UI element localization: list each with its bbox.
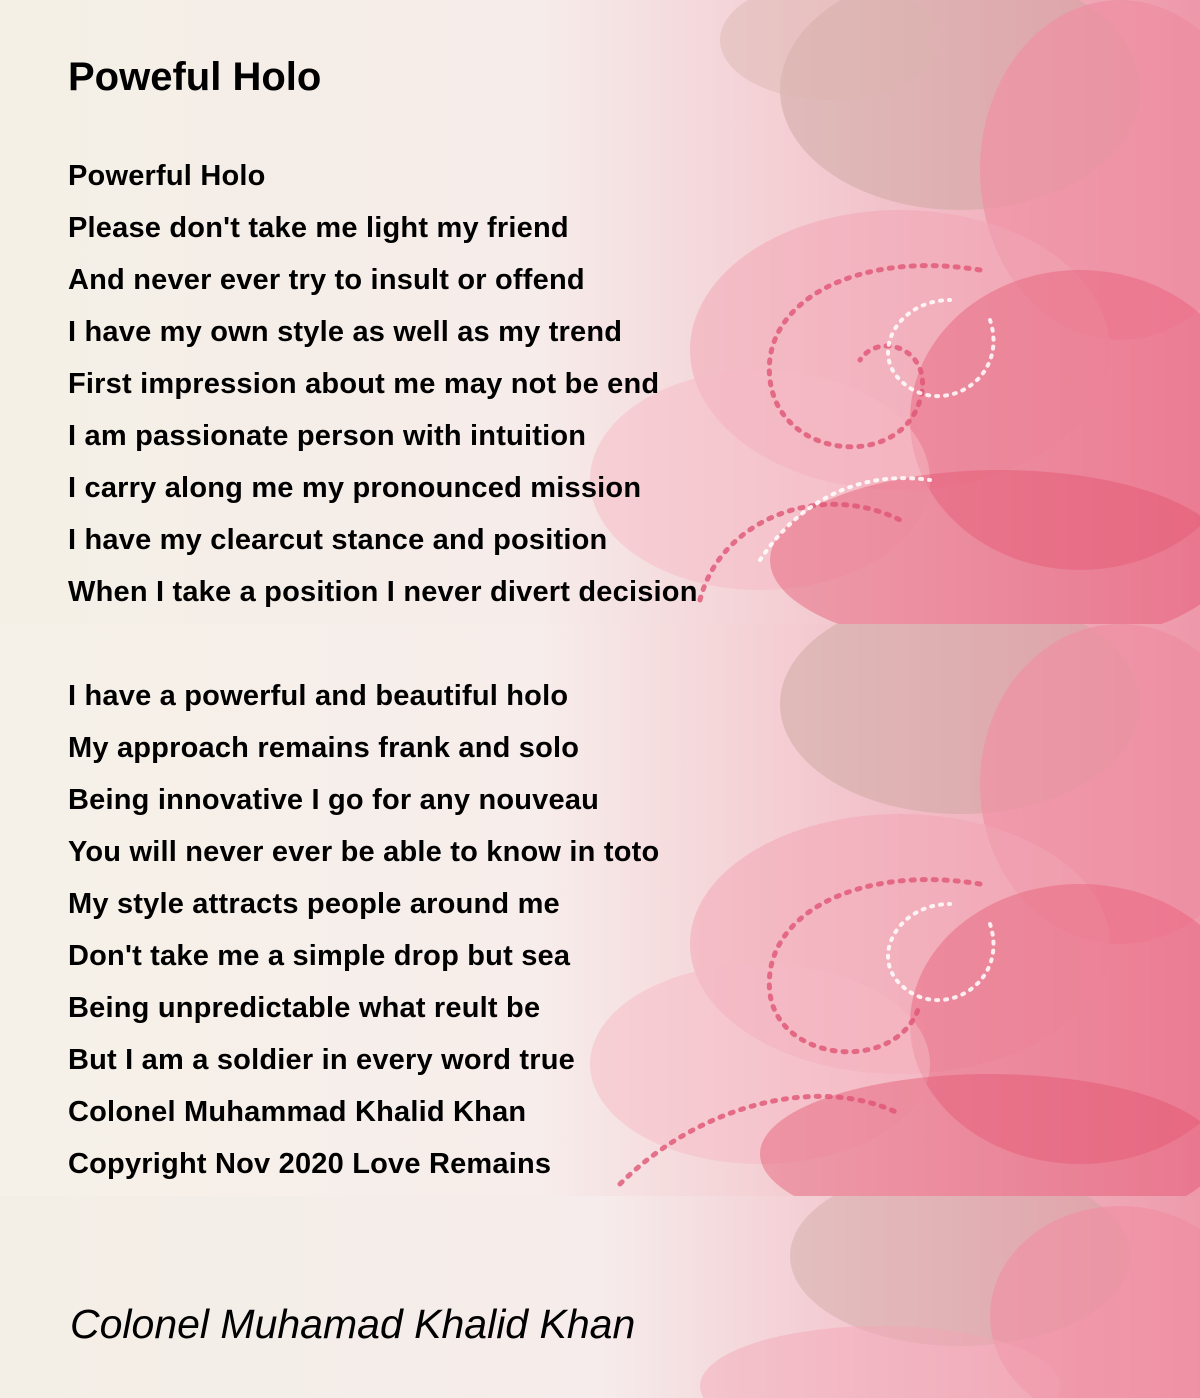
poem-line: Powerful Holo	[68, 160, 266, 192]
poem-line: I carry along me my pronounced mission	[68, 472, 642, 504]
poem-line: Don't take me a simple drop but sea	[68, 940, 571, 972]
poem-line: Being innovative I go for any nouveau	[68, 784, 600, 816]
poem-line: You will never ever be able to know in toto	[68, 836, 660, 868]
poem-line: I have a powerful and beautiful holo	[68, 680, 569, 712]
poem-line: I have my clearcut stance and position	[68, 524, 608, 556]
poem-line: I have my own style as well as my trend	[68, 316, 623, 348]
poem-line: Copyright Nov 2020 Love Remains	[68, 1148, 552, 1180]
floral-background-bottom	[0, 1196, 1200, 1398]
poem-line: First impression about me may not be end	[68, 368, 660, 400]
poem-line: When I take a position I never divert decision	[68, 576, 698, 608]
stanza-1	[68, 150, 698, 618]
author-signature: Colonel Muhamad Khalid Khan	[70, 1301, 636, 1347]
poem-line: My style attracts people around me	[68, 888, 560, 920]
poem-line: I am passionate person with intuition	[68, 420, 587, 452]
poem-title: Poweful Holo	[68, 55, 322, 99]
poem-line: Colonel Muhammad Khalid Khan	[68, 1096, 527, 1128]
poem-line: Please don't take me light my friend	[68, 212, 569, 244]
poem-line: My approach remains frank and solo	[68, 732, 580, 764]
poem-line: Being unpredictable what reult be	[68, 992, 541, 1024]
stanza-2	[68, 670, 659, 1190]
poem-line: But I am a soldier in every word true	[68, 1044, 575, 1076]
poem-line: And never ever try to insult or offend	[68, 264, 585, 296]
